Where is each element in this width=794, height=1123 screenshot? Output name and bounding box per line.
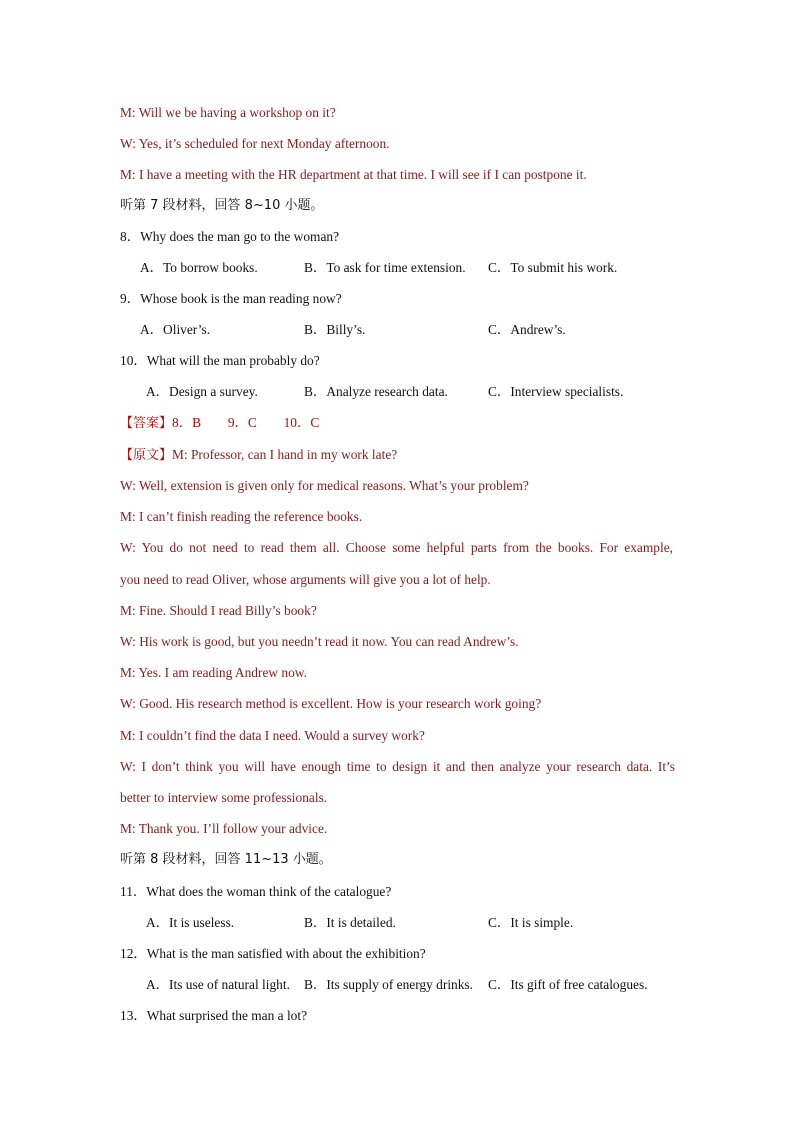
option-a: A．Its use of natural light. xyxy=(146,977,290,992)
option-a: A．Design a survey. xyxy=(146,384,258,399)
transcript-line: W: Well, extension is given only for medical reasons. What’s your problem? xyxy=(120,478,529,493)
question-11: 11．What does the woman think of the catalogue? xyxy=(120,884,392,899)
option-b: B．Its supply of energy drinks. xyxy=(304,977,473,992)
transcript-line: W: Good. His research method is excellent. How is your research work going? xyxy=(120,696,542,711)
option-b: B．Billy’s. xyxy=(304,322,366,337)
option-a: A．It is useless. xyxy=(146,915,235,930)
option-c: C．It is simple. xyxy=(488,915,574,930)
transcript-line: M: I couldn’t find the data I need. Would a survey work? xyxy=(120,728,425,743)
transcript-line: W: I don’t think you will have enough time to design it and then analyze your research data. It’s xyxy=(120,759,675,774)
answer-text: 8．B 9．C 10．C xyxy=(172,415,320,430)
transcript-first-line: M: Professor, can I hand in my work late? xyxy=(172,447,398,462)
question-9: 9．Whose book is the man reading now? xyxy=(120,291,342,306)
option-b: B．It is detailed. xyxy=(304,915,396,930)
section-heading: 听第 7 段材料，回答 8~10 小题。 xyxy=(120,198,324,213)
dialogue-line: M: Will we be having a workshop on it? xyxy=(120,105,336,120)
question-10: 10．What will the man probably do? xyxy=(120,353,320,368)
question-8: 8．Why does the man go to the woman? xyxy=(120,229,340,244)
original-line xyxy=(120,446,684,465)
option-c: C．Interview specialists. xyxy=(488,384,624,399)
dialogue-line: M: I have a meeting with the HR department at that time. I will see if I can postpone it. xyxy=(120,167,587,182)
transcript-line: W: His work is good, but you needn’t read it now. You can read Andrew’s. xyxy=(120,634,519,649)
transcript-line: M: Fine. Should I read Billy’s book? xyxy=(120,603,317,618)
section-heading: 听第 8 段材料，回答 11~13 小题。 xyxy=(120,852,332,867)
option-b: B．Analyze research data. xyxy=(304,384,448,399)
transcript-line: you need to read Oliver, whose arguments will give you a lot of help. xyxy=(120,572,491,587)
option-a: A．To borrow books. xyxy=(140,260,258,275)
transcript-line: M: Thank you. I’ll follow your advice. xyxy=(120,821,328,836)
option-c: C．Its gift of free catalogues. xyxy=(488,977,648,992)
option-b: B．To ask for time extension. xyxy=(304,260,466,275)
option-c: C．Andrew’s. xyxy=(488,322,566,337)
option-c: C．To submit his work. xyxy=(488,260,618,275)
answer-label: 【答案】 xyxy=(120,416,173,431)
answer-line xyxy=(120,414,684,433)
question-13: 13．What surprised the man a lot? xyxy=(120,1008,308,1023)
question-12: 12．What is the man satisfied with about the exhibition? xyxy=(120,946,426,961)
transcript-line: M: I can’t finish reading the reference books. xyxy=(120,509,363,524)
transcript-line: M: Yes. I am reading Andrew now. xyxy=(120,665,307,680)
transcript-line: W: You do not need to read them all. Choose some helpful parts from the books. For example, xyxy=(120,540,673,555)
original-label: 【原文】 xyxy=(120,448,173,463)
option-a: A．Oliver’s. xyxy=(140,322,211,337)
transcript-line: better to interview some professionals. xyxy=(120,790,328,805)
dialogue-line: W: Yes, it’s scheduled for next Monday afternoon. xyxy=(120,136,390,151)
